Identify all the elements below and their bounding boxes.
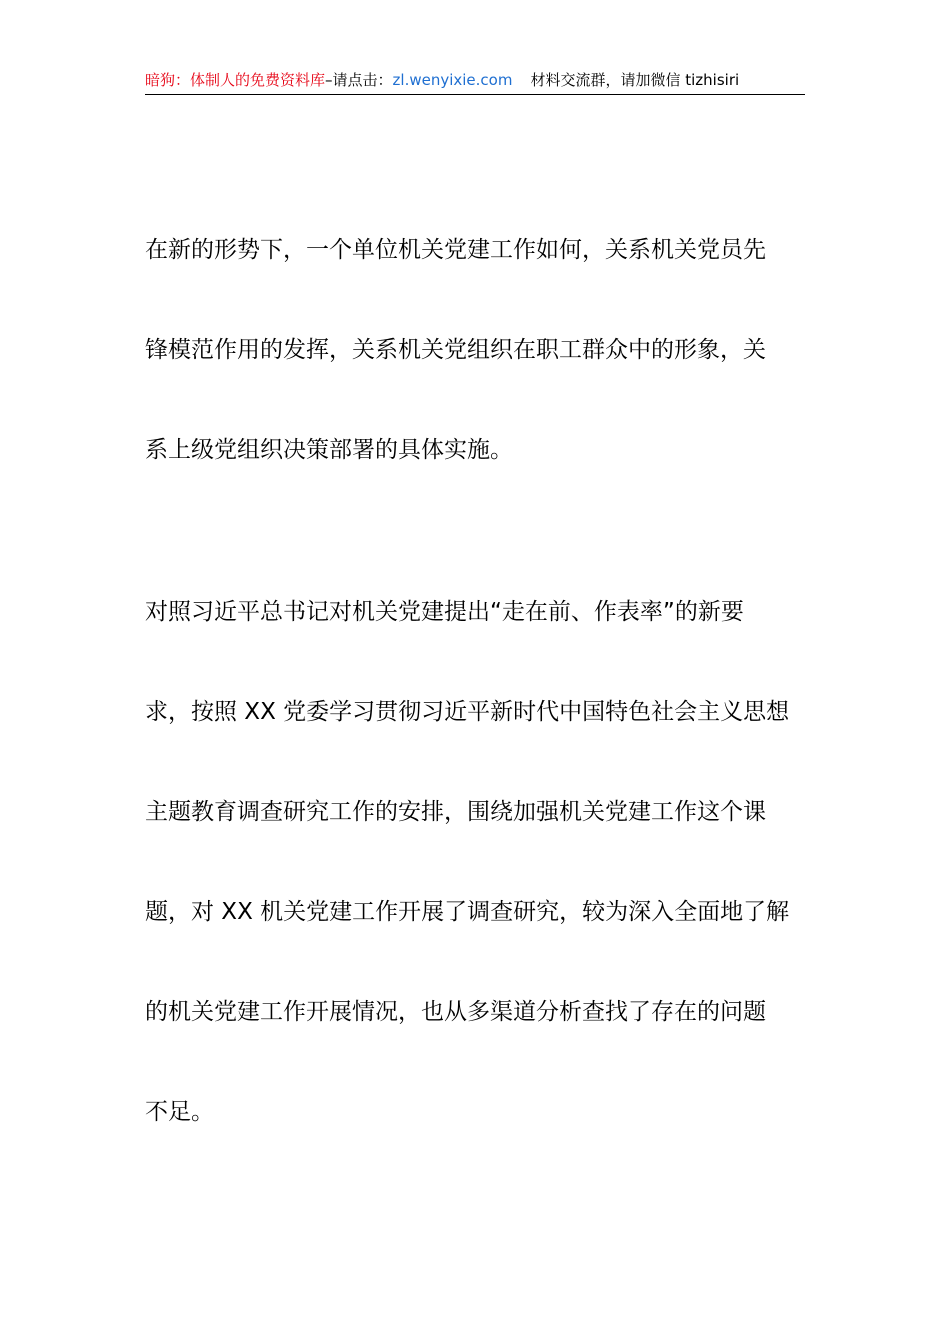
paragraph-line: 题，对 XX 机关党建工作开展了调查研究，较为深入全面地了解	[145, 899, 790, 925]
header-brand: 暗狗：体制人的免费资料库	[145, 71, 326, 89]
page-header	[145, 70, 805, 95]
paragraph-line: 系上级党组织决策部署的具体实施。	[145, 437, 513, 463]
paragraph-line: 主题教育调查研究工作的安排，围绕加强机关党建工作这个课	[145, 799, 766, 825]
header-contact: 材料交流群，请加微信 tizhisiri	[530, 71, 740, 89]
paragraph-2	[145, 592, 807, 1192]
paragraph-line: 对照习近平总书记对机关党建提出“走在前、作表率”的新要	[145, 599, 744, 625]
header-prompt: –请点击：	[325, 71, 393, 89]
paragraph-line: 锋模范作用的发挥，关系机关党组织在职工群众中的形象，关	[145, 337, 766, 363]
paragraph-line: 不足。	[145, 1099, 214, 1125]
paragraph-line: 求，按照 XX 党委学习贯彻习近平新时代中国特色社会主义思想	[145, 699, 790, 725]
paragraph-1	[145, 230, 807, 530]
header-link[interactable]: zl.wenyixie.com	[392, 71, 513, 89]
paragraph-line: 的机关党建工作开展情况，也从多渠道分析查找了存在的问题	[145, 999, 766, 1025]
paragraph-line: 在新的形势下，一个单位机关党建工作如何，关系机关党员先	[145, 237, 766, 263]
